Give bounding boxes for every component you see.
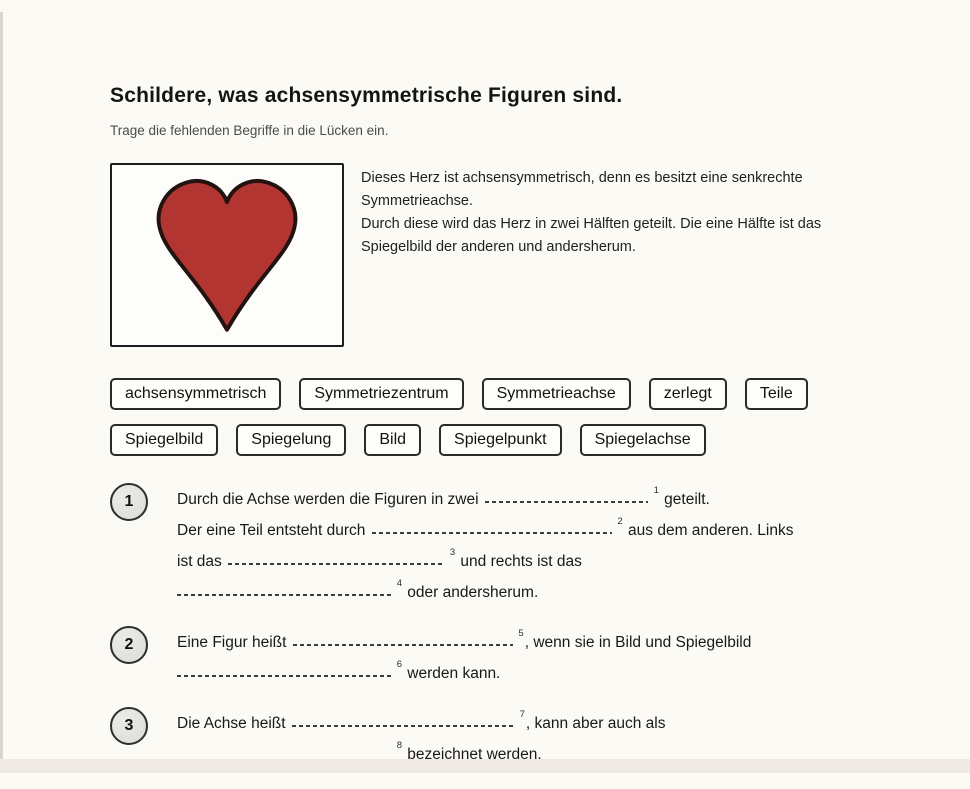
word-bank-row-2 <box>110 424 900 456</box>
heart-figure-box <box>110 163 344 347</box>
blank-field-3[interactable] <box>228 549 456 566</box>
word-chip-spiegelung[interactable]: Spiegelung <box>236 424 346 456</box>
left-edge-strip <box>0 12 3 765</box>
cloze-line <box>177 627 897 658</box>
question-3-text <box>177 708 897 770</box>
cloze-text: Durch die Achse werden die Figuren in zwei <box>177 491 483 508</box>
question-1-text <box>177 484 897 608</box>
cloze-text: , kann aber auch als <box>525 715 666 732</box>
cloze-text: oder andersherum. <box>403 584 539 601</box>
blank-index: 7 <box>519 709 525 720</box>
cloze-text: Der eine Teil entsteht durch <box>177 522 370 539</box>
page-title: Schildere, was achsensymmetrische Figuren sind. <box>110 84 623 107</box>
word-chip-teile[interactable]: Teile <box>745 378 808 410</box>
cloze-line <box>177 658 897 689</box>
blank-index: 2 <box>617 516 623 527</box>
cloze-text: , wenn sie in Bild und Spiegelbild <box>524 634 752 651</box>
question-number-badge: 2 <box>110 626 148 664</box>
cloze-text: aus dem anderen. Links <box>623 522 794 539</box>
word-chip-symmetriezentrum[interactable]: Symmetriezentrum <box>299 378 463 410</box>
intro-line: Durch diese wird das Herz in zwei Hälften geteilt. Die eine Hälfte ist das <box>361 216 822 232</box>
intro-line: Dieses Herz ist achsensymmetrisch, denn es besitzt eine senkrechte <box>361 170 803 186</box>
instructions-text: Trage die fehlenden Begriffe in die Lücken ein. <box>110 123 389 138</box>
word-chip-spiegelpunkt[interactable]: Spiegelpunkt <box>439 424 562 456</box>
blank-field-8[interactable] <box>177 742 403 759</box>
word-chip-achsensymmetrisch[interactable]: achsensymmetrisch <box>110 378 281 410</box>
cloze-text: ist das <box>177 553 227 570</box>
cloze-text: bezeichnet werden. <box>403 746 542 763</box>
blank-field-2[interactable] <box>372 518 624 535</box>
blank-dash-line <box>372 532 612 534</box>
heart-icon <box>151 176 303 336</box>
worksheet-page <box>110 84 900 789</box>
word-chip-spiegelbild[interactable]: Spiegelbild <box>110 424 218 456</box>
word-chip-bild[interactable]: Bild <box>364 424 421 456</box>
word-chip-spiegelachse[interactable]: Spiegelachse <box>580 424 706 456</box>
question-2 <box>110 627 900 689</box>
blank-field-1[interactable] <box>485 487 660 504</box>
blank-field-6[interactable] <box>177 661 403 678</box>
blank-index: 6 <box>396 659 402 670</box>
word-chip-symmetrieachse[interactable]: Symmetrieachse <box>482 378 631 410</box>
cloze-text: Eine Figur heißt <box>177 634 291 651</box>
blank-dash-line <box>293 644 513 646</box>
cloze-line <box>177 515 897 546</box>
cloze-text: Die Achse heißt <box>177 715 290 732</box>
question-number-badge: 1 <box>110 483 148 521</box>
word-bank <box>110 378 900 456</box>
blank-index: 4 <box>396 578 402 589</box>
intro-line: Spiegelbild der anderen und andersherum. <box>361 239 636 255</box>
cloze-line <box>177 577 897 608</box>
blank-dash-line <box>228 563 444 565</box>
blank-index: 1 <box>653 485 659 496</box>
intro-section <box>110 163 900 347</box>
question-2-text <box>177 627 897 689</box>
blank-dash-line <box>292 725 514 727</box>
question-number-badge: 3 <box>110 707 148 745</box>
word-bank-row-1 <box>110 378 900 410</box>
blank-field-7[interactable] <box>292 711 526 728</box>
cloze-line <box>177 546 897 577</box>
intro-line: Symmetrieachse. <box>361 193 474 209</box>
blank-index: 3 <box>449 547 456 558</box>
cloze-line <box>177 484 897 515</box>
blank-field-4[interactable] <box>177 580 403 597</box>
blank-index: 5 <box>518 628 524 639</box>
cloze-line <box>177 708 897 739</box>
blank-dash-line <box>177 594 391 596</box>
cloze-text: werden kann. <box>403 665 501 682</box>
blank-field-5[interactable] <box>293 630 525 647</box>
question-1 <box>110 484 900 608</box>
blank-dash-line <box>485 501 648 503</box>
cloze-line <box>177 739 897 770</box>
questions-section <box>110 484 900 770</box>
question-3 <box>110 708 900 770</box>
blank-index: 8 <box>396 740 402 751</box>
cloze-text: geteilt. <box>659 491 710 508</box>
cloze-text: und rechts ist das <box>456 553 582 570</box>
intro-description <box>361 163 821 259</box>
word-chip-zerlegt[interactable]: zerlegt <box>649 378 727 410</box>
blank-dash-line <box>177 675 391 677</box>
